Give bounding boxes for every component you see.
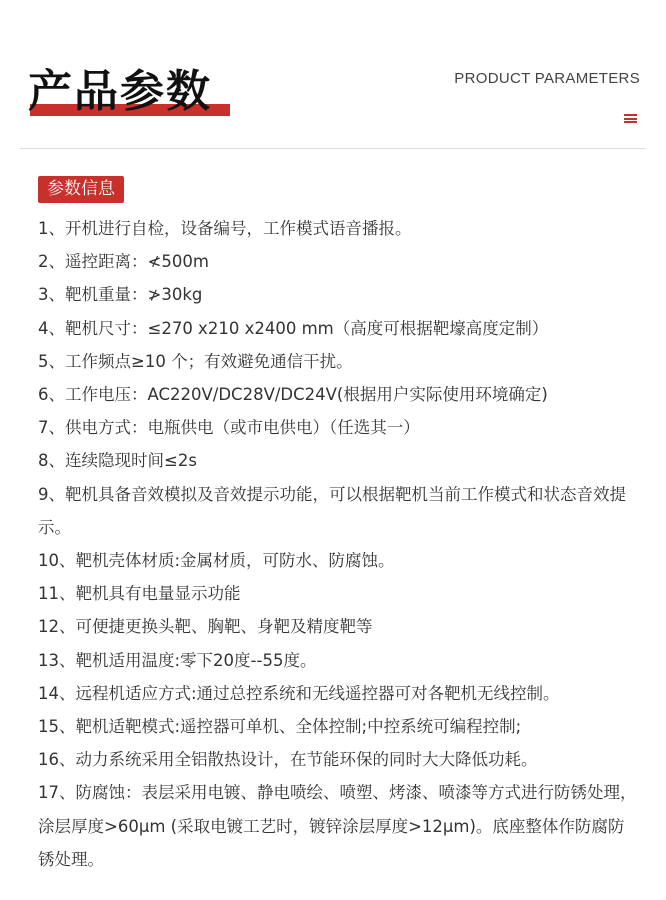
parameter-item: 1、开机进行自检，设备编号，工作模式语音播报。 [38, 219, 412, 238]
title-block [28, 66, 212, 118]
parameter-item: 6、工作电压：AC220V/DC28V/DC24V(根据用户实际使用环境确定) [38, 385, 548, 405]
parameter-item: 2、遥控距离：≮500m [38, 252, 209, 272]
page-header [0, 0, 666, 150]
parameter-item: 14、远程机适应方式:通过总控系统和无线遥控器可对各靶机无线控制。 [38, 683, 560, 703]
parameter-item: 10、靶机壳体材质:金属材质，可防水、防腐蚀。 [38, 551, 395, 571]
parameter-item: 5、工作频点≥10 个；有效避免通信干扰。 [38, 351, 353, 371]
parameter-item: 13、靶机适用温度:零下20度--55度。 [38, 650, 317, 670]
page-subtitle: PRODUCT PARAMETERS [454, 70, 640, 87]
parameter-item: 16、动力系统采用全铝散热设计，在节能环保的同时大大降低功耗。 [38, 750, 538, 770]
parameter-item: 11、靶机具有电量显示功能 [38, 584, 241, 604]
parameter-item: 3、靶机重量：≯30kg [38, 285, 203, 305]
parameter-item: 9、靶机具备音效模拟及音效提示功能，可以根据靶机当前工作模式和状态音效提示。 [38, 484, 626, 537]
parameter-item: 8、连续隐现时间≤2s [38, 451, 197, 471]
parameter-item: 15、靶机适靶模式:遥控器可单机、全体控制;中控系统可编程控制; [38, 717, 522, 737]
parameter-item: 12、可便捷更换头靶、胸靶、身靶及精度靶等 [38, 617, 373, 637]
section-badge: 参数信息 [38, 176, 124, 203]
parameter-list [38, 212, 638, 876]
parameter-item: 7、供电方式：电瓶供电（或市电供电）（任选其一） [38, 418, 420, 438]
parameter-item: 4、靶机尺寸：≤270 x210 x2400 mm（高度可根据靶壕高度定制） [38, 318, 549, 338]
hamburger-menu-icon[interactable] [624, 114, 637, 123]
page-title: 产品参数 [28, 66, 212, 117]
parameter-item: 17、防腐蚀：表层采用电镀、静电喷绘、喷塑、烤漆、喷漆等方式进行防锈处理，涂层厚度>60μm (采取电镀工艺时，镀锌涂层厚度>12μm)。底座整体作防腐防锈处理。 [38, 783, 637, 869]
header-divider [20, 148, 646, 149]
